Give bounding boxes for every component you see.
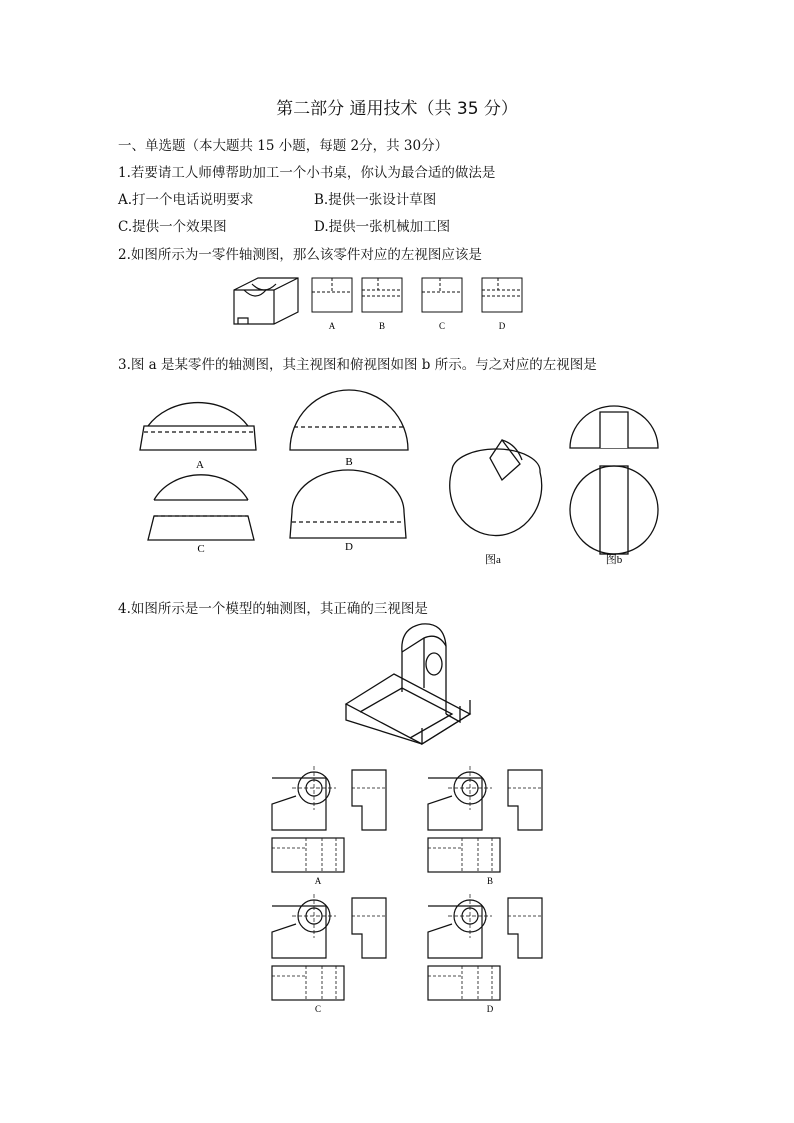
- q4-option-c-view[interactable]: [272, 894, 386, 1000]
- q4-isometric-model: [340, 618, 490, 748]
- q2-option-b-view[interactable]: [362, 278, 402, 312]
- section-heading: 一、单选题（本大题共 15 小题，每题 2分，共 30分）: [118, 138, 449, 154]
- q3-option-a-view[interactable]: [140, 403, 256, 450]
- q3-stem: 3.图 a 是某零件的轴测图，其主视图和俯视图如图 b 所示。与之对应的左视图是: [118, 357, 597, 373]
- q2-label-b: B: [378, 321, 386, 331]
- q4-option-b-view[interactable]: [428, 766, 542, 872]
- q2-label-d: D: [498, 321, 506, 331]
- q3-option-c-view[interactable]: [148, 475, 254, 540]
- q3-label-c: C: [197, 543, 205, 555]
- q3-isometric-figure: [450, 440, 542, 536]
- q2-label-c: C: [438, 321, 446, 331]
- q3-option-d-view[interactable]: [290, 470, 406, 538]
- q4-label-b: B: [486, 876, 494, 886]
- q4-option-a-view[interactable]: [272, 766, 386, 872]
- q2-option-c-view[interactable]: [422, 278, 462, 312]
- q3-label-a: A: [196, 459, 204, 471]
- q3-fig-a-caption: 图a: [485, 554, 501, 566]
- q1-option-b[interactable]: B.提供一张设计草图: [314, 192, 437, 208]
- q2-isometric-part: [234, 278, 298, 324]
- q3-label-d: D: [345, 541, 353, 553]
- q4-option-d-view[interactable]: [428, 894, 542, 1000]
- q3-fig-b-caption: 图b: [605, 554, 623, 566]
- q1-option-d[interactable]: D.提供一张机械加工图: [314, 219, 451, 235]
- q4-label-c: C: [314, 1004, 322, 1014]
- page-title: 第二部分 通用技术（共 35 分）: [276, 99, 518, 119]
- q4-stem: 4.如图所示是一个模型的轴测图，其正确的三视图是: [118, 601, 428, 617]
- q4-label-d: D: [486, 1004, 494, 1014]
- q3-option-b-view[interactable]: [290, 390, 408, 450]
- q2-label-a: A: [328, 321, 336, 331]
- q1-option-c[interactable]: C.提供一个效果图: [118, 219, 227, 235]
- q1-option-a[interactable]: A.打一个电话说明要求: [118, 192, 254, 208]
- q2-stem: 2.如图所示为一零件轴测图，那么该零件对应的左视图应该是: [118, 247, 482, 263]
- q2-figure: [228, 270, 528, 334]
- q2-option-d-view[interactable]: [482, 278, 522, 312]
- q3-label-b: B: [345, 456, 353, 468]
- q3-front-top-views: [570, 406, 658, 554]
- q4-options-figure: [266, 766, 556, 1016]
- q2-option-a-view[interactable]: [312, 278, 352, 312]
- q1-stem: 1.若要请工人师傅帮助加工一个小书桌，你认为最合适的做法是: [118, 165, 496, 181]
- q4-label-a: A: [314, 876, 322, 886]
- q3-figure: [130, 382, 670, 572]
